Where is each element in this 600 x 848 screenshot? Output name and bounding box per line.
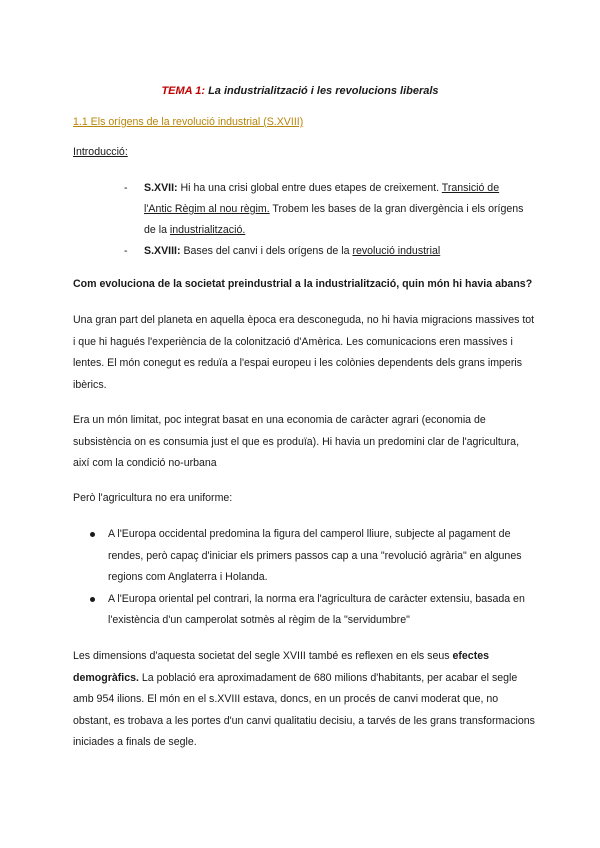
intro-heading: Introducció: xyxy=(73,146,128,158)
bullet-text: A l'Europa occidental predomina la figura del camperol lliure, subjecte al pagament de rendes, però capaç d'iniciar els primers passos cap a una "revolució agrària" en algunes regions com Anglaterra i Holanda. xyxy=(108,528,522,583)
dash-item-text: Trobem les bases de la gran divergència i els orígens de la xyxy=(144,203,524,236)
dash-item-text: Hi ha una crisi global entre dues etapes de creixement. xyxy=(177,182,442,194)
dash-item-period: S.XVII: xyxy=(144,182,178,194)
paragraph-3: Però l'agricultura no era uniforme: xyxy=(73,492,233,504)
bullet-item xyxy=(88,524,538,589)
paragraph-2: Era un món limitat, poc integrat basat en una economia de caràcter agrari (economia de subsistència on es consumia just el que es produïa). Hi havia un predomini clar de l'agricultura, així com la condició no-urbana xyxy=(73,414,520,469)
question-heading: Com evoluciona de la societat preindustrial a la industrialització, quin món hi havia abans? xyxy=(73,278,533,290)
paragraph-4-text: La població era aproximadament de 680 milions d'habitants, per acabar el segle amb 954 ilions. El món en el s.XVIII estava, doncs, en un procés de canvi moderat que, no obstant, es trobava a les portes d'un canvi qualitatiu decisiu, a tarvés de les grans transformacions iniciades a finals de segle. xyxy=(73,671,535,748)
paragraph-4-text: Les dimensions d'aquesta societat del segle XVIII també es reflexen en els seus xyxy=(73,650,453,662)
paragraph-4 xyxy=(73,646,535,754)
dash-item-underlined: industrialització. xyxy=(169,224,246,236)
paragraph-4-bold: efectes demogràfics. xyxy=(73,650,490,684)
dash-item-underlined: revolució industrial xyxy=(352,245,441,257)
bullet-dot-icon xyxy=(90,532,95,537)
dash-item-underlined: Transició de l'Antic Règim al nou règim. xyxy=(144,182,500,215)
title-number: TEMA 1: xyxy=(161,85,206,97)
dash-marker: - xyxy=(124,182,128,194)
dash-list xyxy=(124,178,524,262)
bullet-list xyxy=(88,524,538,632)
dash-marker: - xyxy=(124,245,128,257)
dash-item-period: S.XVIII: xyxy=(144,245,181,257)
section-heading: 1.1 Els orígens de la revolució industrial (S.XVIII) xyxy=(73,116,304,128)
paragraph-1: Una gran part del planeta en aquella època era desconeguda, no hi havia migracions massives tot i que hi hagués l'experiència de la colonització d'Amèrica. Les comunicacions eren massives i lentes. El món conegut es reduïa a l'espai europeu i les colònies dependents dels grans imperis ibèrics. xyxy=(73,314,535,391)
dash-item xyxy=(124,178,524,241)
bullet-dot-icon xyxy=(90,597,95,602)
page-title xyxy=(0,85,600,97)
bullet-item xyxy=(88,589,538,632)
bullet-text: A l'Europa oriental pel contrari, la norma era l'agricultura de caràcter extensiu, basada en l'existència d'un camperolat sotmès al règim de la "servidumbre" xyxy=(108,592,525,626)
title-text: La industrialització i les revolucions liberals xyxy=(205,85,439,97)
dash-item xyxy=(124,241,524,262)
dash-item-text: Bases del canvi i dels orígens de la xyxy=(180,245,353,257)
